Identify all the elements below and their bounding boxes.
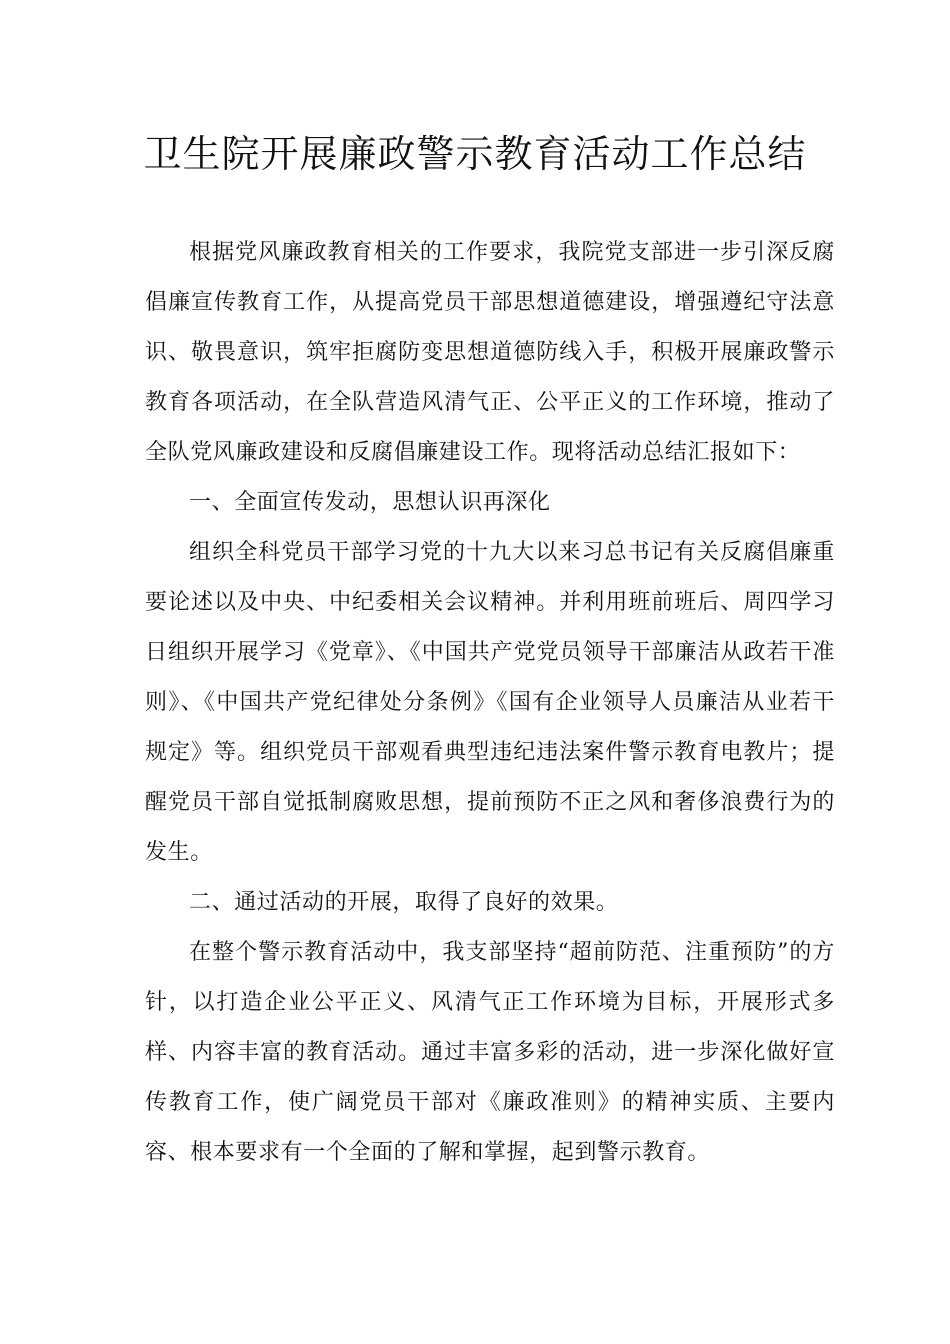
document-body [145,228,835,1178]
section-2-paragraph: 在整个警示教育活动中，我支部坚持“超前防范、注重预防”的方针，以打造企业公平正义、风清气正工作环境为目标，开展形式多样、内容丰富的教育活动。通过丰富多彩的活动，进一步深化做好宣传教育工作，使广阔党员干部对《廉政准则》的精神实质、主要内容、根本要求有一个全面的了解和掌握，起到警示教育。 [145,940,835,1165]
section-heading-2: 二、通过活动的开展，取得了良好的效果。 [189,890,619,915]
section-heading-1: 一、全面宣传发动，思想认识再深化 [189,490,551,515]
document-title: 卫生院开展廉政警示教育活动工作总结 [143,132,807,176]
section-1-paragraph: 组织全科党员干部学习党的十九大以来习总书记有关反腐倡廉重要论述以及中央、中纪委相关会议精神。并利用班前班后、周四学习日组织开展学习《党章》、《中国共产党党员领导干部廉洁从政若干准则》、《中国共产党纪律处分条例》《国有企业领导人员廉洁从业若干规定》等。组织党员干部观看典型违纪违法案件警示教育电教片；提醒党员干部自觉抵制腐败思想，提前预防不正之风和奢侈浪费行为的发生。 [145,540,835,865]
intro-paragraph: 根据党风廉政教育相关的工作要求，我院党支部进一步引深反腐倡廉宣传教育工作，从提高党员干部思想道德建设，增强遵纪守法意识、敬畏意识，筑牢拒腐防变思想道德防线入手，积极开展廉政警示教育各项活动，在全队营造风清气正、公平正义的工作环境，推动了全队党风廉政建设和反腐倡廉建设工作。现将活动总结汇报如下： [145,240,835,465]
